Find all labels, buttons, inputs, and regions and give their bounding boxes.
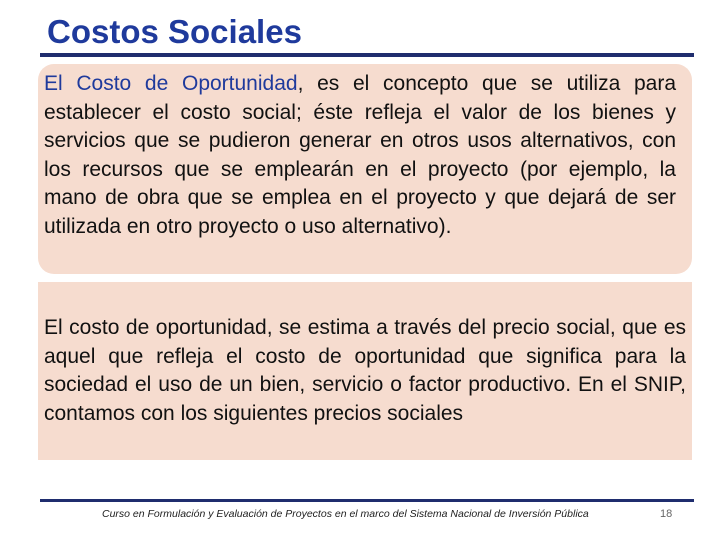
term-emphasis: El Costo de Oportunidad (44, 72, 298, 95)
footer-course-name: Curso en Formulación y Evaluación de Proyectos en el marco del Sistema Nacional de Inversión Pública (102, 508, 589, 520)
slide-title: Costos Sociales (47, 13, 302, 50)
footer-divider (40, 499, 694, 502)
definition-text: , es el concepto que se utiliza para establecer el costo social; éste refleja el valor de los bienes y servicios que se pudieron generar en otros usos alternativos, con los recursos que se emplearán en el proyecto (por ejemplo, la mano de obra que se emplea en el proyecto y que dejará de ser utilizada en otro proyecto o uso alternativo). (44, 72, 676, 238)
definition-box (38, 64, 692, 274)
definition-paragraph (44, 70, 676, 242)
estimation-box (38, 282, 692, 460)
estimation-paragraph: El costo de oportunidad, se estima a través del precio social, que es aquel que refleja el costo de oportunidad que significa para la sociedad el uso de un bien, servicio o factor productivo. En el SNIP, contamos con los siguientes precios sociales (44, 316, 686, 425)
page-number: 18 (660, 508, 673, 520)
title-divider (40, 53, 694, 57)
